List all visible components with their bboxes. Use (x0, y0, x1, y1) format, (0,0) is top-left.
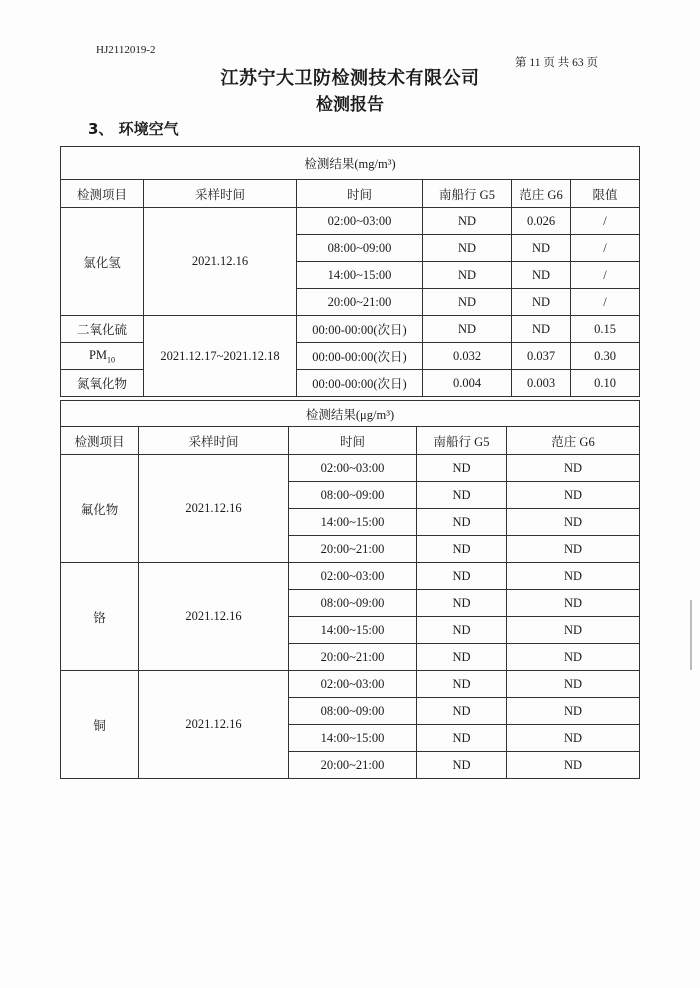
value-cell: ND (417, 509, 507, 536)
column-header: 检测项目 (61, 180, 144, 208)
time-cell: 00:00-00:00(次日) (297, 343, 423, 370)
item-cell: 二氧化硫 (61, 316, 144, 343)
date-cell: 2021.12.16 (144, 208, 297, 316)
time-cell: 02:00~03:00 (289, 671, 417, 698)
time-cell: 08:00~09:00 (289, 698, 417, 725)
time-cell: 08:00~09:00 (289, 590, 417, 617)
time-cell: 02:00~03:00 (297, 208, 423, 235)
date-cell: 2021.12.17~2021.12.18 (144, 316, 297, 397)
value-cell: ND (423, 262, 512, 289)
table-row (61, 316, 640, 343)
value-cell: ND (507, 563, 640, 590)
value-cell: ND (507, 671, 640, 698)
date-cell: 2021.12.16 (139, 455, 289, 563)
item-cell: 铬 (61, 563, 139, 671)
time-cell: 00:00-00:00(次日) (297, 316, 423, 343)
value-cell: ND (507, 536, 640, 563)
date-cell: 2021.12.16 (139, 671, 289, 779)
table-row (61, 563, 640, 590)
value-cell: ND (417, 725, 507, 752)
results-table-ug (60, 400, 640, 779)
scan-edge-mark (690, 600, 692, 670)
value-cell: ND (507, 590, 640, 617)
table-header-row (61, 427, 640, 455)
time-cell: 14:00~15:00 (289, 617, 417, 644)
time-cell: 20:00~21:00 (289, 644, 417, 671)
date-cell: 2021.12.16 (139, 563, 289, 671)
value-cell: 0.032 (423, 343, 512, 370)
column-header: 范庄 G6 (512, 180, 571, 208)
column-header: 时间 (297, 180, 423, 208)
value-cell: ND (423, 208, 512, 235)
page-number: 第 11 页 共 63 页 (515, 57, 598, 69)
limit-cell: / (571, 262, 640, 289)
time-cell: 14:00~15:00 (289, 725, 417, 752)
results-table-mg (60, 146, 640, 397)
value-cell: 0.003 (512, 370, 571, 397)
time-cell: 08:00~09:00 (289, 482, 417, 509)
item-cell: 氯化氢 (61, 208, 144, 316)
item-cell: 氟化物 (61, 455, 139, 563)
value-cell: ND (507, 455, 640, 482)
time-cell: 08:00~09:00 (297, 235, 423, 262)
limit-cell: 0.10 (571, 370, 640, 397)
time-cell: 02:00~03:00 (289, 563, 417, 590)
value-cell: ND (417, 617, 507, 644)
value-cell: 0.037 (512, 343, 571, 370)
value-cell: ND (507, 698, 640, 725)
value-cell: ND (417, 536, 507, 563)
value-cell: ND (507, 482, 640, 509)
limit-cell: / (571, 208, 640, 235)
column-header: 南船行 G5 (417, 427, 507, 455)
limit-cell: 0.15 (571, 316, 640, 343)
value-cell: ND (417, 698, 507, 725)
section-heading: 3、 环境空气 (88, 120, 179, 138)
value-cell: 0.026 (512, 208, 571, 235)
document-code: HJ2112019-2 (96, 44, 156, 56)
column-header: 采样时间 (144, 180, 297, 208)
value-cell: ND (423, 235, 512, 262)
value-cell: ND (417, 590, 507, 617)
table-header-row (61, 180, 640, 208)
value-cell: ND (512, 235, 571, 262)
value-cell: ND (417, 455, 507, 482)
value-cell: ND (512, 262, 571, 289)
value-cell: 0.004 (423, 370, 512, 397)
item-subscript: 10 (107, 355, 116, 365)
value-cell: ND (417, 563, 507, 590)
time-cell: 00:00-00:00(次日) (297, 370, 423, 397)
column-header: 范庄 G6 (507, 427, 640, 455)
table-row (61, 455, 640, 482)
value-cell: ND (507, 644, 640, 671)
item-cell: 铜 (61, 671, 139, 779)
value-cell: ND (507, 752, 640, 779)
item-cell: 氮氧化物 (61, 370, 144, 397)
item-main-text: PM (88, 347, 108, 362)
value-cell: ND (417, 752, 507, 779)
column-header: 采样时间 (139, 427, 289, 455)
value-cell: ND (423, 316, 512, 343)
time-cell: 20:00~21:00 (289, 536, 417, 563)
value-cell: ND (507, 509, 640, 536)
value-cell: ND (423, 289, 512, 316)
table-row (61, 671, 640, 698)
value-cell: ND (507, 617, 640, 644)
report-title: 检测报告 (316, 95, 384, 115)
limit-cell: / (571, 289, 640, 316)
limit-cell: / (571, 235, 640, 262)
table-caption: 检测结果(μg/m³) (61, 401, 640, 427)
value-cell: ND (507, 725, 640, 752)
column-header: 检测项目 (61, 427, 139, 455)
time-cell: 20:00~21:00 (289, 752, 417, 779)
time-cell: 02:00~03:00 (289, 455, 417, 482)
table-caption: 检测结果(mg/m³) (61, 147, 640, 180)
column-header: 限值 (571, 180, 640, 208)
limit-cell: 0.30 (571, 343, 640, 370)
value-cell: ND (512, 316, 571, 343)
company-name: 江苏宁大卫防检测技术有限公司 (220, 68, 480, 89)
column-header: 南船行 G5 (423, 180, 512, 208)
item-cell (61, 343, 144, 370)
column-header: 时间 (289, 427, 417, 455)
table-row (61, 208, 640, 235)
time-cell: 14:00~15:00 (297, 262, 423, 289)
time-cell: 14:00~15:00 (289, 509, 417, 536)
value-cell: ND (417, 482, 507, 509)
value-cell: ND (512, 289, 571, 316)
value-cell: ND (417, 671, 507, 698)
value-cell: ND (417, 644, 507, 671)
time-cell: 20:00~21:00 (297, 289, 423, 316)
